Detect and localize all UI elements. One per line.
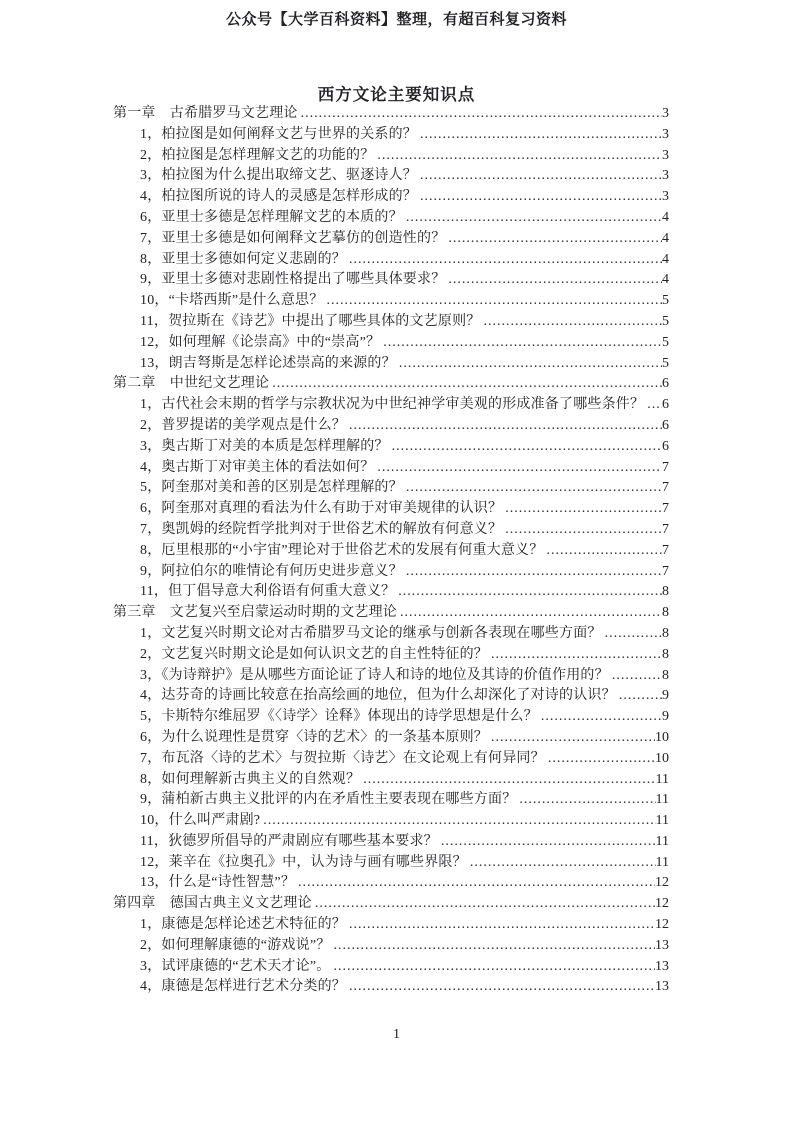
toc-entry[interactable] [113,603,669,624]
toc-leader-dots [491,728,655,749]
toc-entry-page-number: 12 [655,917,669,933]
toc-entry-page-number: 11 [655,792,669,808]
toc-entry-label: 13，朗吉弩斯是怎样论述崇高的来源的？ [140,355,396,371]
toc-entry-page-number: 5 [662,355,669,371]
toc-entry-page-number: 12 [655,896,669,912]
toc-entry-page-number: 12 [655,875,669,891]
toc-entry[interactable] [113,582,669,603]
toc-leader-dots [333,936,655,957]
toc-entry-label: 6，阿奎那对真理的看法为什么有助于对审美规律的认识？ [140,501,503,517]
toc-entry-page-number: 5 [662,313,669,329]
toc-entry-page-number: 11 [655,833,669,849]
toc-entry[interactable] [113,354,669,375]
toc-leader-dots [398,582,662,603]
toc-entry-label: 8，如何理解新古典主义的自然观？ [140,771,361,787]
toc-entry-label: 1，柏拉图是如何阐释文艺与世界的关系的？ [140,126,417,142]
toc-leader-dots [505,520,662,541]
toc-leader-dots [420,125,662,146]
toc-entry[interactable] [113,125,669,146]
toc-entry[interactable] [113,187,669,208]
toc-entry[interactable] [113,686,669,707]
toc-entry-page-number: 4 [662,230,669,246]
toc-entry-label: 2，柏拉图是怎样理解文艺的功能的？ [140,147,375,163]
toc-leader-dots [349,250,662,271]
toc-entry-label: 2，普罗提诺的美学观点是什么？ [140,417,346,433]
toc-entry[interactable] [113,707,669,728]
toc-entry[interactable] [113,770,669,791]
toc-entry[interactable] [113,957,669,978]
toc-entry-page-number: 7 [662,459,669,475]
toc-entry-page-number: 8 [662,584,669,600]
toc-entry-label: 12，莱辛在《拉奥孔》中，认为诗与画有哪些界限？ [140,854,467,870]
toc-entry[interactable] [113,333,669,354]
toc-entry-page-number: 10 [655,729,669,745]
toc-entry[interactable] [113,250,669,271]
toc-entry-page-number: 13 [655,958,669,974]
toc-entry-label: 3，试评康德的“艺术天才论”。 [140,958,331,974]
toc-entry-label: 第四章 德国古典主义文艺理论 [113,896,312,912]
toc-entry-label: 第三章 文艺复兴至启蒙运动时期的文艺理论 [113,605,397,621]
toc-entry-label: 9，蒲柏新古典主义批评的内在矛盾性主要表现在哪些方面？ [140,792,517,808]
toc-entry-label: 4，达芬奇的诗画比较意在抬高绘画的地位，但为什么却深化了对诗的认识？ [140,688,616,704]
toc-entry-page-number: 7 [662,501,669,517]
toc-leader-dots [441,832,656,853]
toc-entry-label: 4，康德是怎样进行艺术分类的？ [140,979,346,995]
toc-entry-label: 7，奥凯姆的经院哲学批判对于世俗艺术的解放有何意义？ [140,521,503,537]
toc-leader-dots [301,104,662,125]
toc-entry-label: 9，阿拉伯尔的唯情论有何历史进步意义？ [140,563,403,579]
toc-entry[interactable] [113,624,669,645]
toc-entry[interactable] [113,894,669,915]
toc-entry-label: 11，贺拉斯在《诗艺》中提出了哪些具体的文艺原则？ [140,313,481,329]
toc-entry-label: 8，厄里根那的“小宇宙”理论对于世俗艺术的发展有何重大意义？ [140,542,544,558]
toc-entry[interactable] [113,291,669,312]
toc-entry[interactable] [113,229,669,250]
toc-entry[interactable] [113,645,669,666]
toc-entry-page-number: 8 [662,646,669,662]
toc-leader-dots [392,437,662,458]
toc-entry-label: 2，文艺复兴时期文论是如何认识文艺的自主性特征的？ [140,646,488,662]
toc-leader-dots [505,499,662,520]
toc-leader-dots [349,977,655,998]
toc-entry-page-number: 8 [662,667,669,683]
toc-entry-page-number: 7 [662,542,669,558]
toc-entry-page-number: 10 [655,750,669,766]
toc-leader-dots [612,666,662,687]
toc-entry[interactable] [113,270,669,291]
toc-entry[interactable] [113,666,669,687]
toc-entry[interactable] [113,208,669,229]
toc-entry-page-number: 9 [662,688,669,704]
toc-entry[interactable] [113,936,669,957]
toc-leader-dots [333,957,655,978]
toc-entry-label: 4，柏拉图所说的诗人的灵感是怎样形成的？ [140,189,417,205]
toc-entry[interactable] [113,395,669,416]
toc-leader-dots [647,395,662,416]
toc-entry[interactable] [113,458,669,479]
toc-entry-label: 6，为什么说理性是贯穿〈诗的艺术〉的一条基本原则？ [140,729,488,745]
toc-entry-label: 8，亚里士多德如何定义悲剧的？ [140,251,346,267]
toc-entry[interactable] [113,374,669,395]
toc-leader-dots [470,853,656,874]
toc-entry-page-number: 7 [662,521,669,537]
toc-entry-page-number: 13 [655,937,669,953]
toc-entry-page-number: 11 [655,813,669,829]
toc-entry[interactable] [113,499,669,520]
toc-entry-label: 10，“卡塔西斯”是什么意思？ [140,293,324,309]
page-title: 西方文论主要知识点 [317,85,476,104]
toc-entry-label: 9，亚里士多德对悲剧性格提出了哪些具体要求？ [140,272,446,288]
toc-entry-page-number: 8 [662,625,669,641]
toc-entry-page-number: 3 [662,147,669,163]
toc-leader-dots [605,624,662,645]
page-number: 1 [393,1027,400,1042]
toc-entry-page-number: 4 [662,272,669,288]
toc-entry-label: 12，如何理解《论崇高》中的“崇高”？ [140,334,381,350]
toc-leader-dots [263,811,655,832]
toc-entry-page-number: 11 [655,854,669,870]
toc-leader-dots [383,333,662,354]
toc-leader-dots [400,603,662,624]
toc-entry[interactable] [113,811,669,832]
toc-leader-dots [406,208,662,229]
toc-entry[interactable] [113,749,669,770]
toc-entry[interactable] [113,790,669,811]
toc-leader-dots [619,686,662,707]
toc-leader-dots [377,458,662,479]
toc-leader-dots [448,270,662,291]
toc-entry[interactable] [113,416,669,437]
toc-entry-label: 7，亚里士多德是如何阐释文艺摹仿的创造性的？ [140,230,446,246]
toc-leader-dots [349,416,662,437]
toc-leader-dots [548,749,655,770]
toc-entry-page-number: 7 [662,563,669,579]
toc-leader-dots [541,707,662,728]
toc-entry[interactable] [113,437,669,458]
toc-entry[interactable] [113,312,669,333]
toc-entry[interactable] [113,873,669,894]
toc-entry-label: 3，奥古斯丁对美的本质是怎样理解的？ [140,438,389,454]
toc-entry-page-number: 6 [662,397,669,413]
toc-leader-dots [363,770,655,791]
toc-entry[interactable] [113,478,669,499]
toc-entry-page-number: 5 [662,293,669,309]
toc-leader-dots [448,229,662,250]
toc-leader-dots [483,312,662,333]
toc-entry-page-number: 6 [662,417,669,433]
toc-entry-label: 1，文艺复兴时期文论对古希腊罗马文论的继承与创新各表现在哪些方面？ [140,625,602,641]
toc-entry-label: 第二章 中世纪文艺理论 [113,376,270,392]
toc-entry-page-number: 4 [662,251,669,267]
toc-entry-page-number: 8 [662,605,669,621]
toc-leader-dots [349,915,655,936]
toc-entry-label: 7，布瓦洛〈诗的艺术〉与贺拉斯〈诗艺〉在文论观上有何异同？ [140,750,545,766]
toc-entry[interactable] [113,520,669,541]
toc-entry[interactable] [113,146,669,167]
document-header-watermark: 公众号【大学百科资料】整理，有超百科复习资料 [225,12,567,28]
toc-entry[interactable] [113,541,669,562]
toc-entry-page-number: 3 [662,106,669,121]
toc-entry-label: 1，古代社会末期的哲学与宗教状况为中世纪神学审美观的形成准备了哪些条件？ [140,397,645,413]
toc-entry[interactable] [113,832,669,853]
toc-leader-dots [420,166,662,187]
toc-entry-label: 11，狄德罗所倡导的严肃剧应有哪些基本要求？ [140,833,438,849]
toc-leader-dots [326,291,662,312]
toc-entry-page-number: 13 [655,979,669,995]
toc-entry-page-number: 3 [662,126,669,142]
table-of-contents [113,104,669,998]
toc-leader-dots [406,562,662,583]
toc-entry[interactable] [113,562,669,583]
toc-entry-page-number: 6 [662,376,669,392]
toc-entry-label: 3，《为诗辩护》是从哪些方面论证了诗人和诗的地位及其诗的价值作用的？ [140,667,609,683]
toc-entry-label: 5，卡斯特尔维屈罗《〈诗学〉诠释》体现出的诗学思想是什么？ [140,709,538,725]
toc-entry-page-number: 11 [655,771,669,787]
toc-entry-page-number: 9 [662,709,669,725]
toc-leader-dots [420,187,662,208]
toc-entry-page-number: 7 [662,480,669,496]
toc-leader-dots [298,873,655,894]
toc-entry-label: 第一章 古希腊罗马文艺理论 [113,106,298,121]
toc-leader-dots [406,478,662,499]
toc-entry-page-number: 5 [662,334,669,350]
toc-entry[interactable] [113,853,669,874]
toc-entry-label: 6，亚里士多德是怎样理解文艺的本质的？ [140,209,403,225]
toc-leader-dots [519,790,655,811]
toc-entry[interactable] [113,166,669,187]
toc-entry[interactable] [113,728,669,749]
toc-entry-label: 3，柏拉图为什么提出取缔文艺、驱逐诗人？ [140,168,417,184]
toc-entry-label: 11，但丁倡导意大利俗语有何重大意义？ [140,584,396,600]
toc-entry-label: 5，阿奎那对美和善的区别是怎样理解的？ [140,480,403,496]
toc-entry-label: 1，康德是怎样论述艺术特征的？ [140,917,346,933]
toc-entry-label: 10，什么叫严肃剧? [140,813,261,829]
toc-leader-dots [491,645,662,666]
toc-leader-dots [272,374,662,395]
toc-leader-dots [399,354,662,375]
toc-leader-dots [377,146,662,167]
toc-entry-label: 13，什么是“诗性智慧”？ [140,875,296,891]
toc-entry-page-number: 6 [662,438,669,454]
toc-entry-label: 2，如何理解康德的“游戏说”？ [140,937,331,953]
toc-entry-page-number: 3 [662,189,669,205]
toc-entry[interactable] [113,977,669,998]
toc-leader-dots [315,894,655,915]
toc-entry[interactable] [113,104,669,125]
toc-entry-page-number: 4 [662,209,669,225]
toc-entry[interactable] [113,915,669,936]
toc-leader-dots [546,541,662,562]
toc-entry-label: 4，奥古斯丁对审美主体的看法如何？ [140,459,375,475]
toc-entry-page-number: 3 [662,168,669,184]
